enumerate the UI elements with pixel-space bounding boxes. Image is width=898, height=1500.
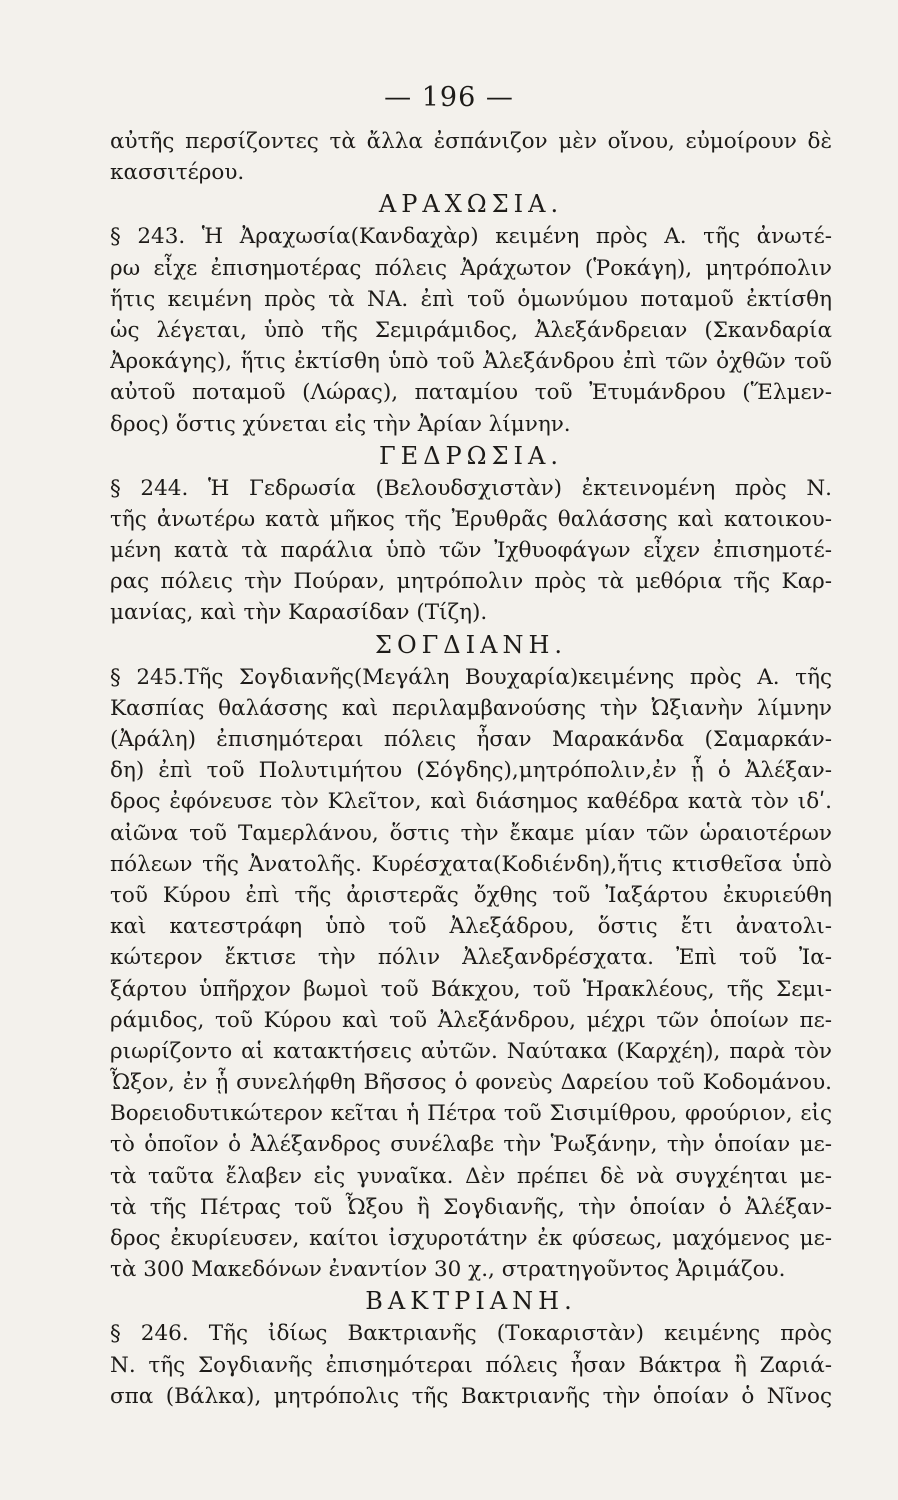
text-line: § 243. Ἡ Ἀραχωσία(Κανδαχὰρ) κειμένη πρὸς Α. τῆς ἀνωτέ- (110, 224, 832, 250)
text-line: τῆς ἀνωτέρω κατὰ μῆκος τῆς Ἐρυθρᾶς θαλάσσης καὶ κατοικου- (110, 506, 832, 532)
text-line: ρας πόλεις τὴν Πούραν, μητρόπολιν πρὸς τὰ μεθόρια τῆς Καρ- (110, 569, 832, 595)
text-line: δρος ἐκυρίευσεν, καίτοι ἰσχυροτάτην ἐκ φύσεως, μαχόμενος με- (110, 1226, 832, 1251)
text-line: (Ἀράλη) ἐπισημότεραι πόλεις ἦσαν Μαρακάνδα (Σαμαρκάν- (110, 727, 832, 752)
text-block (110, 126, 832, 1412)
text-line: σπα (Βάλκα), μητρόπολις τῆς Βακτριανῆς τὴν ὁποίαν ὁ Νῖνος (110, 1383, 832, 1409)
text-line: δη) ἐπὶ τοῦ Πολυτιμήτου (Σόγδης),μητρόπολιν,ἐν ᾗ ὁ Ἀλέξαν- (110, 758, 832, 784)
text-line: τὰ 300 Μακεδόνων ἐναντίον 30 χ., στρατηγοῦντος Ἀριμάζου. (110, 1257, 786, 1283)
text-line: Ν. τῆς Σογδιανῆς ἐπισημότεραι πόλεις ἦσαν Βάκτρα ἢ Ζαριά- (110, 1352, 832, 1378)
section-heading: ΒΑΚΤΡΙΑΝΗ. (365, 1287, 577, 1316)
text-line: δρος) ὅστις χύνεται εἰς τὴν Ἀρίαν λίμνην. (110, 411, 571, 437)
text-line: ξάρτου ὑπῆρχον βωμοὶ τοῦ Βάκχου, τοῦ Ἡρακλέους, τῆς Σεμι- (110, 976, 832, 1002)
text-line: κασσιτέρου. (110, 160, 245, 186)
text-line: Ἀροκάγης), ἥτις ἐκτίσθη ὑπὸ τοῦ Ἀλεξάνδρου ἐπὶ τῶν ὀχθῶν τοῦ (110, 349, 832, 375)
text-line: μένη κατὰ τὰ παράλια ὑπὸ τῶν Ἰχθυοφάγων εἶχεν ἐπισημοτέ- (110, 538, 832, 564)
section-heading: ΣΟΓΔΙΑΝΗ. (375, 630, 567, 659)
text-line: Βορειοδυτικώτερον κεῖται ἡ Πέτρα τοῦ Σισιμίθρου, φρούριον, εἰς (110, 1101, 832, 1127)
text-line: ρω εἶχε ἐπισημοτέρας πόλεις Ἀράχωτον (Ῥοκάγη), μητρόπολιν (110, 255, 832, 281)
page-number: — 196 — (384, 82, 514, 113)
text-line: § 244. Ἡ Γεδρωσία (Βελουδσχιστὰν) ἐκτεινομένη πρὸς Ν. (110, 475, 832, 501)
text-line: § 246. Τῆς ἰδίως Βακτριανῆς (Τοκαριστὰν) κειμένης πρὸς (110, 1321, 832, 1347)
section-heading: ΓΕΔΡΩΣΙΑ. (379, 441, 563, 470)
text-line: μανίας, καὶ τὴν Καρασίδαν (Τίζη). (110, 600, 488, 626)
text-line: αὐτῆς περσίζοντες τὰ ἄλλα ἐσπάνιζον μὲν οἴνου, εὐμοίρουν δὲ (110, 129, 832, 154)
section-heading: ΑΡΑΧΩΣΙΑ. (378, 190, 564, 219)
text-line: ριωρίζοντο αἱ κατακτήσεις αὐτῶν. Ναύτακα (Καρχέη), παρὰ τὸν (110, 1038, 832, 1064)
text-line: τοῦ Κύρου ἐπὶ τῆς ἀριστερᾶς ὄχθης τοῦ Ἰαξάρτου ἐκυριεύθη (110, 882, 832, 908)
text-line: Ὦξον, ἐν ᾗ συνελήφθη Βῆσσος ὁ φονεὺς Δαρείου τοῦ Κοδομάνου. (110, 1070, 832, 1096)
text-line: αὐτοῦ ποταμοῦ (Λώρας), παταμίου τοῦ Ἐτυμάνδρου (Ἕλμεν- (110, 380, 832, 406)
text-line: αἰῶνα τοῦ Ταμερλάνου, ὅστις τὴν ἔκαμε μίαν τῶν ὡραιοτέρων (110, 820, 832, 846)
text-line: καὶ κατεστράφη ὑπὸ τοῦ Ἀλεξάδρου, ὅστις ἔτι ἀνατολι- (110, 914, 832, 940)
text-line: § 245.Τῆς Σογδιανῆς(Μεγάλη Βουχαρία)κειμένης πρὸς Α. τῆς (110, 664, 832, 690)
text-line: δρος ἐφόνευσε τὸν Κλεῖτον, καὶ διάσημος καθέδρα κατὰ τὸν ιδʹ. (110, 789, 832, 815)
text-line: τὰ τῆς Πέτρας τοῦ Ὦξου ἢ Σογδιανῆς, τὴν ὁποίαν ὁ Ἀλέξαν- (110, 1194, 832, 1220)
text-line: τὸ ὁποῖον ὁ Ἀλέξανδρος συνέλαβε τὴν Ῥωξάνην, τὴν ὁποίαν με- (110, 1132, 832, 1158)
text-line: πόλεων τῆς Ἀνατολῆς. Κυρέσχατα(Κοδιένδη),ἥτις κτισθεῖσα ὑπὸ (110, 851, 832, 877)
text-line: ὡς λέγεται, ὑπὸ τῆς Σεμιράμιδος, Ἀλεξάνδρειαν (Σκανδαρία (110, 317, 832, 343)
text-line: Κασπίας θαλάσσης καὶ περιλαμβανούσης τὴν Ὠξιανὴν λίμνην (110, 695, 832, 721)
text-line: τὰ ταῦτα ἔλαβεν εἰς γυναῖκα. Δὲν πρέπει δὲ νὰ συγχέηται με- (110, 1163, 832, 1189)
text-line: ράμιδος, τοῦ Κύρου καὶ τοῦ Ἀλεξάνδρου, μέχρι τῶν ὁποίων πε- (110, 1007, 832, 1033)
text-line: κώτερον ἔκτισε τὴν πόλιν Ἀλεξανδρέσχατα. Ἐπὶ τοῦ Ἰα- (110, 945, 832, 971)
text-line: ἥτις κειμένη πρὸς τὰ ΝΑ. ἐπὶ τοῦ ὁμωνύμου ποταμοῦ ἐκτίσθη (110, 286, 832, 312)
